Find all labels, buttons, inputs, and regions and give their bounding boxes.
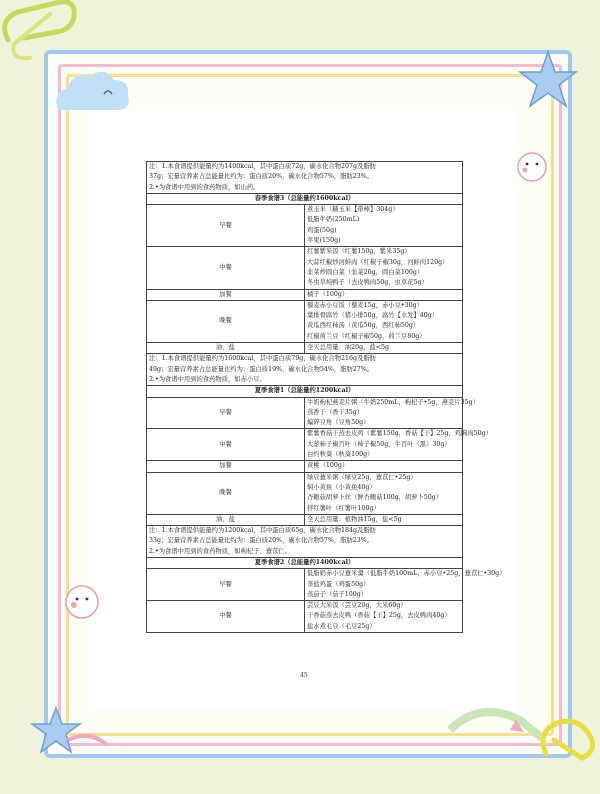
paperclip-top-left-icon	[0, 0, 90, 70]
menu-title: 夏季食谱2（总能量约1400kcal）	[147, 557, 463, 568]
text-line: 冬虫草炖鸭子（去皮鸭肉50g，虫草花5g）	[307, 279, 428, 287]
meal-label: 中餐	[147, 601, 305, 633]
meal-row	[147, 205, 463, 247]
text-line: 藜麦赤小豆饭（藜麦15g，赤小豆•30g）	[307, 301, 423, 309]
diet-table	[146, 161, 506, 633]
note-cell	[147, 526, 463, 558]
meal-row	[147, 461, 463, 472]
cloud-top-left-icon	[52, 66, 132, 116]
text-line: 2.•为食谱中用到的食药物质，如赤小豆。	[149, 375, 266, 383]
meal-items	[305, 343, 463, 354]
meal-label: 早餐	[147, 205, 305, 247]
meal-row	[147, 601, 463, 633]
text-line: 煸碎豆角（豆角50g）	[307, 419, 370, 427]
text-line: 红椒荷兰豆（红椒子椒50g，荷兰豆80g）	[307, 332, 426, 340]
note-row	[147, 526, 463, 558]
flower-right-icon	[512, 142, 552, 192]
text-line: 鸡蛋(50g)	[307, 226, 337, 234]
menu-title: 春季食谱3（总能量约1600kcal）	[147, 193, 463, 204]
menu-title-row	[147, 557, 463, 568]
menu-title-row	[147, 193, 463, 204]
star-top-right-icon	[518, 50, 578, 110]
text-line: 橘子（100g）	[307, 290, 349, 298]
text-line: 注：1.本食谱提供能量约为1400kcal，其中蛋白质72g，碳水化合物207g及脂肪	[149, 163, 376, 170]
text-line: 拌红薯叶（红薯叶100g）	[307, 504, 380, 512]
meal-label: 加餐	[147, 461, 305, 472]
text-line: 低脂奶赤小豆薏米羹（低脂牛奶100mL，赤小豆•25g，薏苡仁•30g）	[307, 570, 506, 578]
meal-label: 油、盐	[147, 343, 305, 354]
meal-items	[305, 429, 492, 461]
text-line: 芸豆大米饭（芸豆20g，大米60g）	[307, 602, 407, 610]
text-line: 37g；宏量营养素占总能量比约为：蛋白质20%，碳水化合物57%，脂肪23%。	[149, 173, 374, 181]
meal-items	[305, 289, 463, 300]
meal-label: 中餐	[147, 247, 305, 289]
text-line: 33g；宏量营养素占总能量比约为：蛋白质20%，碳水化合物57%，脂肪23%。	[149, 537, 374, 545]
paperclip-bottom-right-icon	[450, 690, 600, 794]
meal-label: 早餐	[147, 397, 305, 429]
meal-items	[305, 205, 463, 247]
text-line: 全天总用量：植物油15g，盐<5g	[307, 515, 402, 523]
page-number: 45	[300, 672, 308, 679]
meal-items	[305, 300, 463, 342]
meal-row	[147, 247, 463, 289]
meal-items	[305, 397, 479, 429]
meal-label: 加餐	[147, 289, 305, 300]
text-line: 2.•为食谱中用到的食药物质，如山药。	[149, 183, 260, 191]
text-line: 蒸香干（香干35g）	[307, 408, 364, 416]
text-line: 大蒜红椒炒河蚌肉（红椒子椒30g，河蚌肉120g）	[307, 258, 449, 266]
text-line: 茶盐鸡蛋（鸡蛋50g）	[307, 580, 370, 588]
text-line: 黄桃（100g）	[307, 462, 349, 470]
text-line: 注：1.本食谱提供能量约为1600kcal，其中蛋白质79g，碳水化合物216g及脂肪	[149, 355, 376, 363]
meal-row	[147, 569, 463, 601]
meal-items	[305, 569, 506, 601]
text-line: 韭菜炒圆白菜（韭菜20g，圆白菜100g）	[307, 268, 424, 276]
text-line: 紫薯香菇干蒸去皮鸡（紫薯150g，香菇【干】25g，鸡胸肉50g）	[307, 430, 492, 438]
meal-row	[147, 300, 463, 342]
text-line: 绿豆薏米粥（绿豆25g，薏苡仁•25g）	[307, 473, 417, 481]
text-line: 牛奶枸杞燕麦片粥（牛奶250mL，枸杞子•5g，燕麦片35g）	[307, 398, 479, 406]
meal-row	[147, 289, 463, 300]
text-line: 大葱柿子椒百叶（柿子椒50g，牛百叶（黑）30g）	[307, 440, 451, 448]
star-bottom-left-icon	[28, 700, 108, 760]
text-line: 注：1.本食谱提供能量约为1200kcal，其中蛋白质65g，碳水化合物184g及脂肪	[149, 527, 376, 535]
text-line: 黄瓜西红柿汤（黄瓜50g，西红柿50g）	[307, 322, 420, 330]
text-line: 煮玉米（糯玉米【带棒】304g）	[307, 206, 399, 214]
meal-row	[147, 429, 463, 461]
text-line: 白灼秋葵（秋葵100g）	[307, 451, 374, 459]
text-line: 低脂牛奶(250mL)	[307, 216, 360, 224]
text-line: 蒸茄子（茄子100g）	[307, 590, 368, 598]
meal-label: 早餐	[147, 569, 305, 601]
meal-label: 中餐	[147, 429, 305, 461]
text-line: 全天总用量：油20g，盐<5g	[307, 344, 390, 352]
note-cell	[147, 162, 463, 194]
text-line: 葉排骨腐竹（猪小排50g，腐竹【水发】40g）	[307, 312, 439, 320]
note-cell	[147, 354, 463, 386]
text-line: 苹果(150g)	[307, 237, 341, 245]
menu-title-row	[147, 386, 463, 397]
flower-left-icon	[58, 572, 108, 632]
note-row	[147, 354, 463, 386]
meal-row	[147, 514, 463, 525]
text-line: 2.•为食谱中用到的食药物质，如枸杞子、薏苡仁。	[149, 547, 291, 555]
text-line: 盐水煮毛豆（毛豆25g）	[307, 622, 376, 630]
meal-items	[305, 461, 463, 472]
meal-label: 晚餐	[147, 472, 305, 514]
meal-items	[305, 601, 463, 633]
text-line: 49g；宏量营养素占总能量比约为：蛋白质19%，碳水化合物54%，脂肪27%。	[149, 365, 374, 373]
menu-title: 夏季食谱1（总能量约1200kcal）	[147, 386, 463, 397]
text-line: 焖小黄鱼（小黄鱼40g）	[307, 483, 376, 491]
meal-row	[147, 343, 463, 354]
meal-row	[147, 397, 463, 429]
meal-label: 油、盐	[147, 514, 305, 525]
meal-label: 晚餐	[147, 300, 305, 342]
meal-items	[305, 514, 463, 525]
meal-items	[305, 472, 463, 514]
text-line: 杏鲍菇胡萝卜丝（鲜杏鲍菇100g，胡萝卜50g）	[307, 494, 443, 502]
meal-items	[305, 247, 463, 289]
text-line: 红薯紫米饭（红薯150g，紫米35g）	[307, 248, 411, 256]
note-row	[147, 162, 463, 194]
text-line: 干香菇蒸去皮鸭（香菇【干】25g，去皮鸭肉40g）	[307, 612, 451, 620]
meal-row	[147, 472, 463, 514]
